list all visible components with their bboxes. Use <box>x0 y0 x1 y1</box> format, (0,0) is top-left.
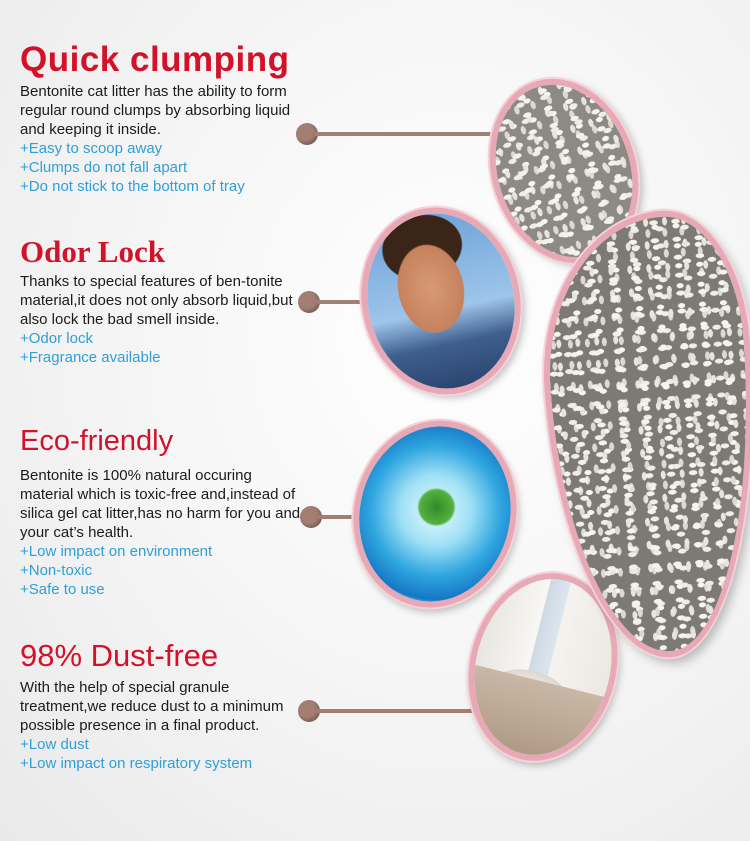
section-description: Bentonite is 100% natural occuring material which is toxic-free and,instead of silica gel cat litter,has no harm for you and your cat’s health. <box>20 467 301 542</box>
list-item: +Safe to use <box>20 581 105 599</box>
list-item: +Clumps do not fall apart <box>20 159 188 177</box>
list-item: +Fragrance available <box>20 348 161 366</box>
list-item: +Low impact on respiratory system <box>20 754 253 772</box>
section-odor-lock <box>20 234 305 367</box>
man-portrait-photo <box>351 200 530 403</box>
paw-pad-litter-image <box>533 205 750 664</box>
section-title: 98% Dust-free <box>20 638 219 673</box>
section-dust-free <box>20 638 305 773</box>
feature-list <box>20 139 305 196</box>
list-item: +Low impact on environment <box>20 543 213 561</box>
section-quick-clumping <box>20 40 305 196</box>
list-item: +Do not stick to the bottom of tray <box>20 178 245 196</box>
feature-list <box>20 735 305 773</box>
section-title: Quick clumping <box>20 40 290 79</box>
smiling-man-image <box>344 193 538 410</box>
list-item: +Low dust <box>20 735 89 753</box>
feature-list <box>20 542 305 599</box>
section-title: Odor Lock <box>20 234 165 269</box>
section-title: Eco-friendly <box>20 425 174 457</box>
list-item: +Non-toxic <box>20 562 93 580</box>
section-description: Bentonite cat litter has the ability to form regular round clumps by absorbing liquid and keeping it inside. <box>20 83 291 139</box>
list-item: +Easy to scoop away <box>20 140 163 158</box>
litter-granules-texture <box>539 212 750 659</box>
section-eco-friendly <box>20 425 305 599</box>
section-description: With the help of special granule treatment,we reduce dust to a minimum possible presence in a final product. <box>20 678 284 734</box>
list-item: +Odor lock <box>20 329 93 347</box>
feature-list <box>20 329 305 367</box>
section-description: Thanks to special features of ben-tonite material,it does not only absorb liquid,but also lock the bad smell inside. <box>20 272 293 328</box>
connector-line <box>314 132 500 136</box>
connector-line <box>316 709 476 713</box>
